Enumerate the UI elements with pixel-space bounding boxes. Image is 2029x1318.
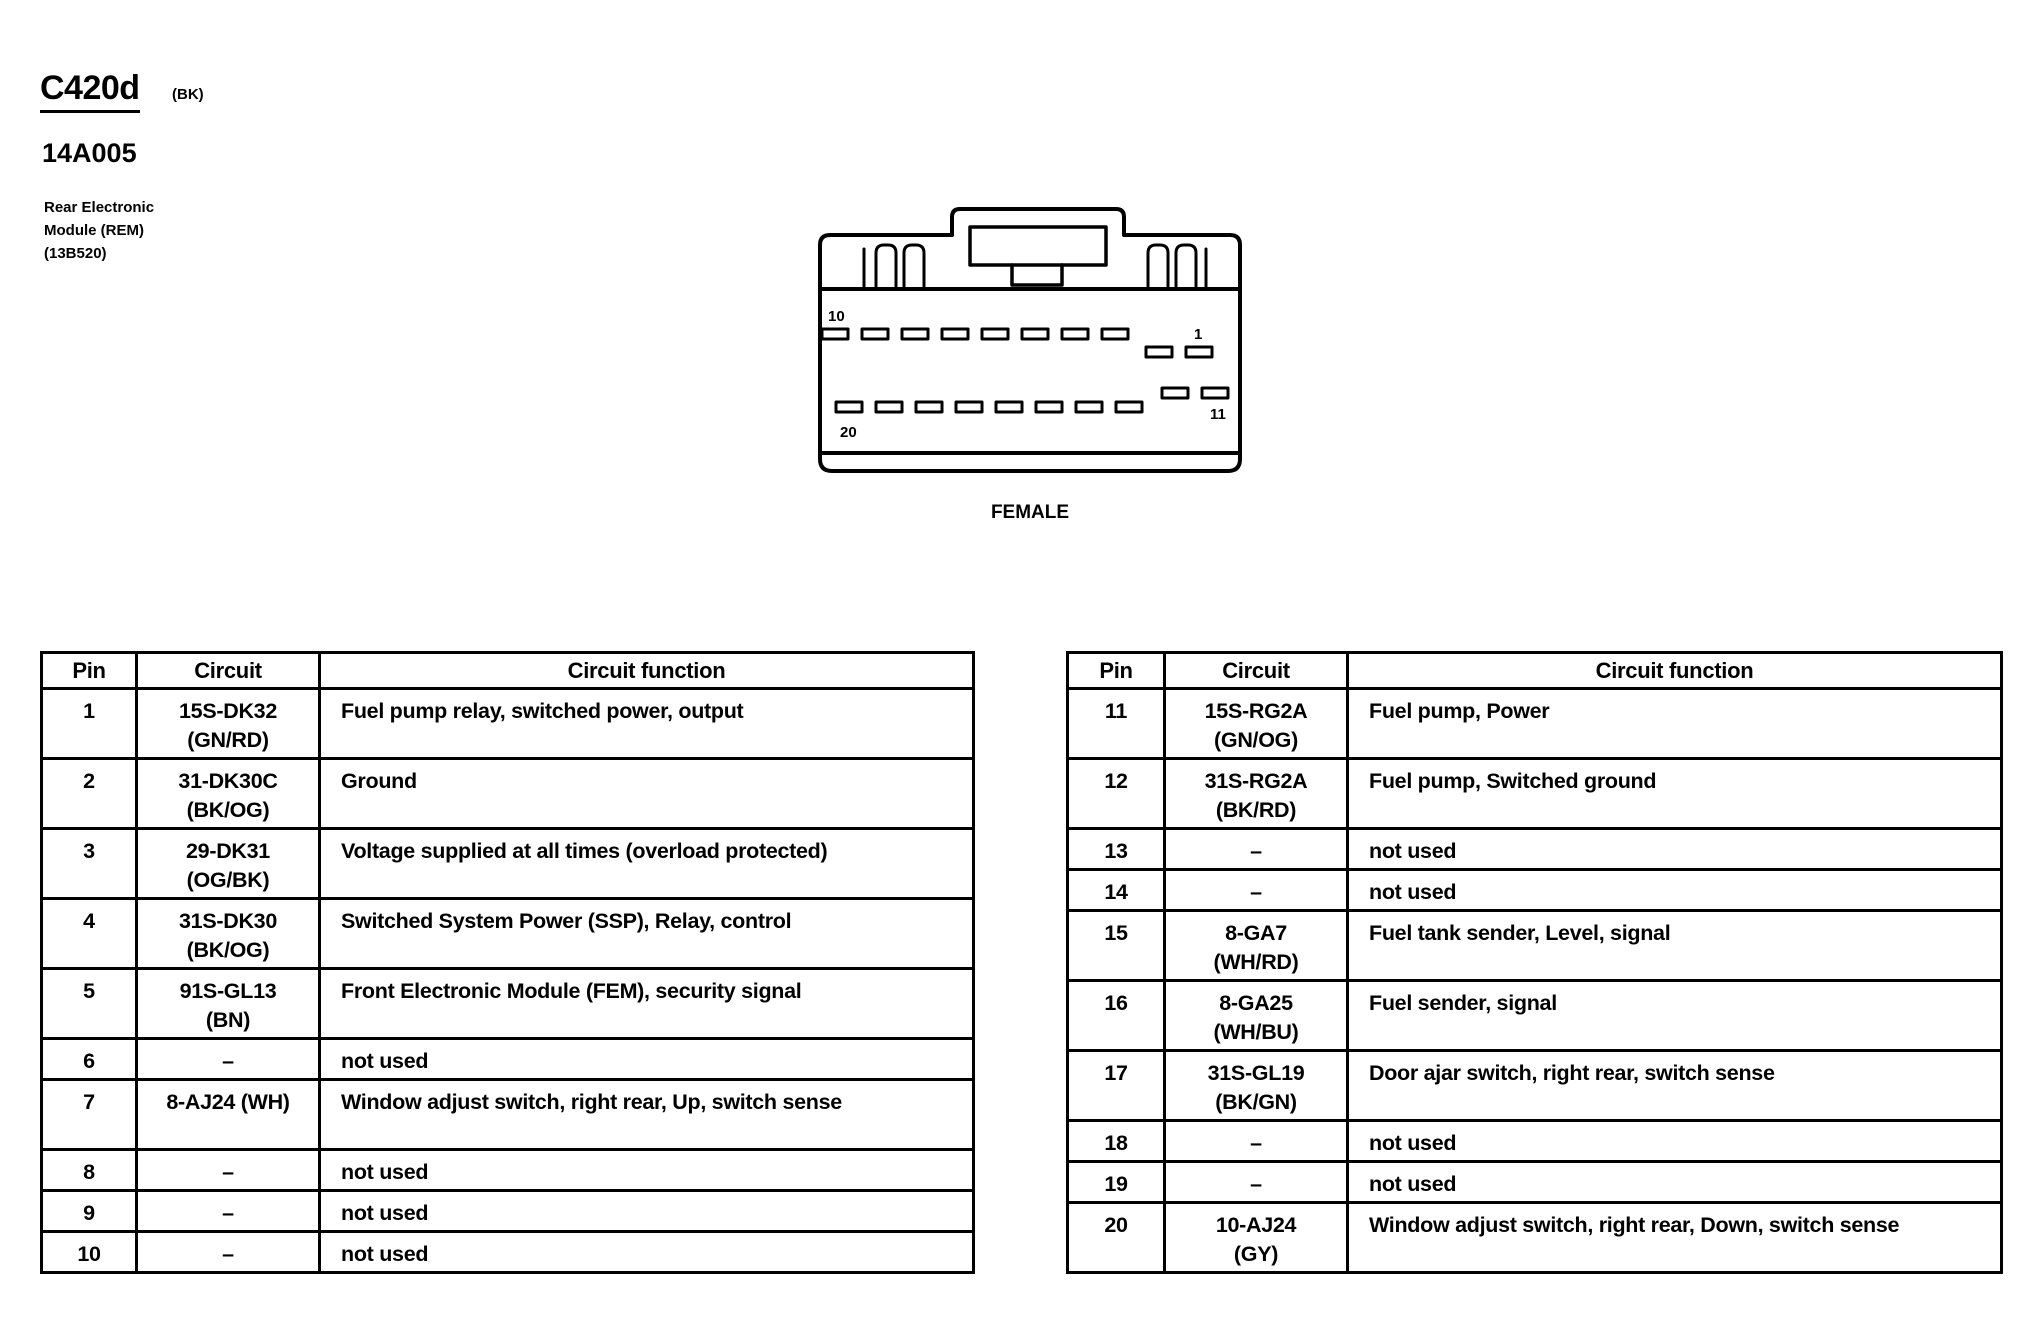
cavity-label-11: 11	[1210, 406, 1226, 423]
description-line: (13B520)	[44, 245, 107, 262]
part-number: 14A005	[42, 138, 137, 168]
header-pin: Pin	[42, 653, 137, 689]
circuit-function: Voltage supplied at all times (overload protected)	[320, 829, 974, 899]
circuit-id: –	[1165, 870, 1348, 911]
circuit-function: not used	[320, 1039, 974, 1080]
circuit-function: Door ajar switch, right rear, switch sense	[1348, 1051, 2002, 1121]
circuit-id: 91S-GL13	[179, 979, 277, 1003]
table-row	[42, 1080, 974, 1150]
table-row	[1068, 1121, 2002, 1162]
circuit-cell	[137, 829, 320, 899]
circuit-function: Ground	[320, 759, 974, 829]
table-row	[42, 1150, 974, 1191]
description-line: Module (REM)	[44, 222, 144, 239]
connector-gender: FEMALE	[990, 502, 1070, 523]
table-row	[1068, 689, 2002, 759]
circuit-cell	[1165, 759, 1348, 829]
circuit-function: Fuel sender, signal	[1348, 981, 2002, 1051]
pin-number: 16	[1068, 981, 1165, 1051]
circuit-color: (BK/GN)	[1215, 1090, 1297, 1114]
header-pin: Pin	[1068, 653, 1165, 689]
circuit-id: –	[137, 1191, 320, 1232]
pin-number: 19	[1068, 1162, 1165, 1203]
table-header-row	[42, 653, 974, 689]
circuit-color: (WH/BU)	[1213, 1020, 1299, 1044]
circuit-id: 15S-DK32	[179, 699, 277, 723]
pin-number: 6	[42, 1039, 137, 1080]
circuit-id: 15S-RG2A	[1204, 699, 1308, 723]
circuit-id: 10-AJ24	[1215, 1213, 1297, 1237]
header-circuit: Circuit	[1165, 653, 1348, 689]
circuit-id: –	[1165, 1162, 1348, 1203]
circuit-cell	[137, 689, 320, 759]
pin-number: 12	[1068, 759, 1165, 829]
pin-table-left	[40, 651, 975, 1274]
table-row	[42, 1232, 974, 1273]
circuit-id: 8-GA7	[1225, 921, 1287, 945]
table-row	[1068, 911, 2002, 981]
header-function: Circuit function	[320, 653, 974, 689]
circuit-cell	[137, 969, 320, 1039]
circuit-function: not used	[1348, 870, 2002, 911]
table-row	[42, 1191, 974, 1232]
cavity-label-1: 1	[1194, 326, 1203, 343]
pin-table-right	[1066, 651, 2003, 1274]
table-row	[1068, 870, 2002, 911]
cavity-row-top	[822, 329, 1212, 357]
circuit-id: 31-DK30C	[178, 769, 278, 793]
circuit-cell	[1165, 1203, 1348, 1273]
circuit-cell	[137, 899, 320, 969]
circuit-function: Switched System Power (SSP), Relay, control	[320, 899, 974, 969]
circuit-id: –	[137, 1039, 320, 1080]
circuit-color: (GY)	[1233, 1242, 1279, 1266]
circuit-function: not used	[1348, 1121, 2002, 1162]
circuit-id: –	[1165, 1121, 1348, 1162]
pin-number: 20	[1068, 1203, 1165, 1273]
circuit-cell	[1165, 689, 1348, 759]
pin-number: 18	[1068, 1121, 1165, 1162]
circuit-id: 8-GA25	[1219, 991, 1293, 1015]
pin-number: 11	[1068, 689, 1165, 759]
table-row	[42, 899, 974, 969]
circuit-function: not used	[1348, 1162, 2002, 1203]
circuit-id: –	[137, 1232, 320, 1273]
table-row	[1068, 1203, 2002, 1273]
circuit-color: (BK/OG)	[186, 938, 270, 962]
circuit-color: (OG/BK)	[186, 868, 270, 892]
circuit-function: Fuel pump relay, switched power, output	[320, 689, 974, 759]
connector-latch	[970, 227, 1106, 265]
circuit-function: not used	[1348, 829, 2002, 870]
circuit-function: Fuel pump, Switched ground	[1348, 759, 2002, 829]
circuit-function: Window adjust switch, right rear, Up, switch sense	[320, 1080, 974, 1150]
pin-number: 2	[42, 759, 137, 829]
table-row	[42, 829, 974, 899]
circuit-color: (GN/RD)	[187, 728, 269, 752]
table-row	[42, 689, 974, 759]
cavity-row-bottom	[836, 388, 1228, 412]
pin-number: 3	[42, 829, 137, 899]
pin-number: 17	[1068, 1051, 1165, 1121]
circuit-color: (BN)	[205, 1008, 251, 1032]
connector-face-diagram	[806, 205, 1256, 475]
circuit-cell	[1165, 911, 1348, 981]
pin-number: 1	[42, 689, 137, 759]
table-row	[42, 1039, 974, 1080]
pin-number: 9	[42, 1191, 137, 1232]
description-line: Rear Electronic	[44, 199, 155, 216]
pin-number: 15	[1068, 911, 1165, 981]
connector-id: C420d	[40, 68, 140, 113]
circuit-function: not used	[320, 1232, 974, 1273]
circuit-color: (WH/RD)	[1213, 950, 1299, 974]
circuit-cell	[137, 759, 320, 829]
circuit-function: not used	[320, 1191, 974, 1232]
pin-number: 13	[1068, 829, 1165, 870]
circuit-color: (BK/RD)	[1215, 798, 1297, 822]
pin-number: 8	[42, 1150, 137, 1191]
pin-number: 14	[1068, 870, 1165, 911]
cavity-label-20: 20	[840, 424, 857, 441]
table-header-row	[1068, 653, 2002, 689]
pin-number: 7	[42, 1080, 137, 1150]
pin-number: 4	[42, 899, 137, 969]
header-circuit: Circuit	[137, 653, 320, 689]
circuit-color: (GN/OG)	[1214, 728, 1298, 752]
circuit-id: –	[137, 1150, 320, 1191]
circuit-id: 29-DK31	[186, 839, 270, 863]
circuit-cell	[1165, 1051, 1348, 1121]
circuit-id: 8-AJ24 (WH)	[137, 1080, 320, 1150]
pin-number: 10	[42, 1232, 137, 1273]
table-row	[1068, 981, 2002, 1051]
table-row	[1068, 1051, 2002, 1121]
circuit-function: Fuel tank sender, Level, signal	[1348, 911, 2002, 981]
circuit-id: –	[1165, 829, 1348, 870]
circuit-id: 31S-RG2A	[1204, 769, 1308, 793]
circuit-id: 31S-GL19	[1207, 1061, 1305, 1085]
circuit-id: 31S-DK30	[179, 909, 277, 933]
circuit-function: Window adjust switch, right rear, Down, switch sense	[1348, 1203, 2002, 1273]
pin-number: 5	[42, 969, 137, 1039]
table-row	[42, 759, 974, 829]
table-row	[1068, 759, 2002, 829]
circuit-function: not used	[320, 1150, 974, 1191]
circuit-color: (BK/OG)	[186, 798, 270, 822]
table-row	[42, 969, 974, 1039]
circuit-cell	[1165, 981, 1348, 1051]
circuit-function: Fuel pump, Power	[1348, 689, 2002, 759]
circuit-function: Front Electronic Module (FEM), security signal	[320, 969, 974, 1039]
connector-color: (BK)	[172, 86, 204, 103]
header-function: Circuit function	[1348, 653, 2002, 689]
table-row	[1068, 829, 2002, 870]
component-description	[44, 196, 154, 265]
table-row	[1068, 1162, 2002, 1203]
cavity-label-10: 10	[828, 308, 845, 325]
